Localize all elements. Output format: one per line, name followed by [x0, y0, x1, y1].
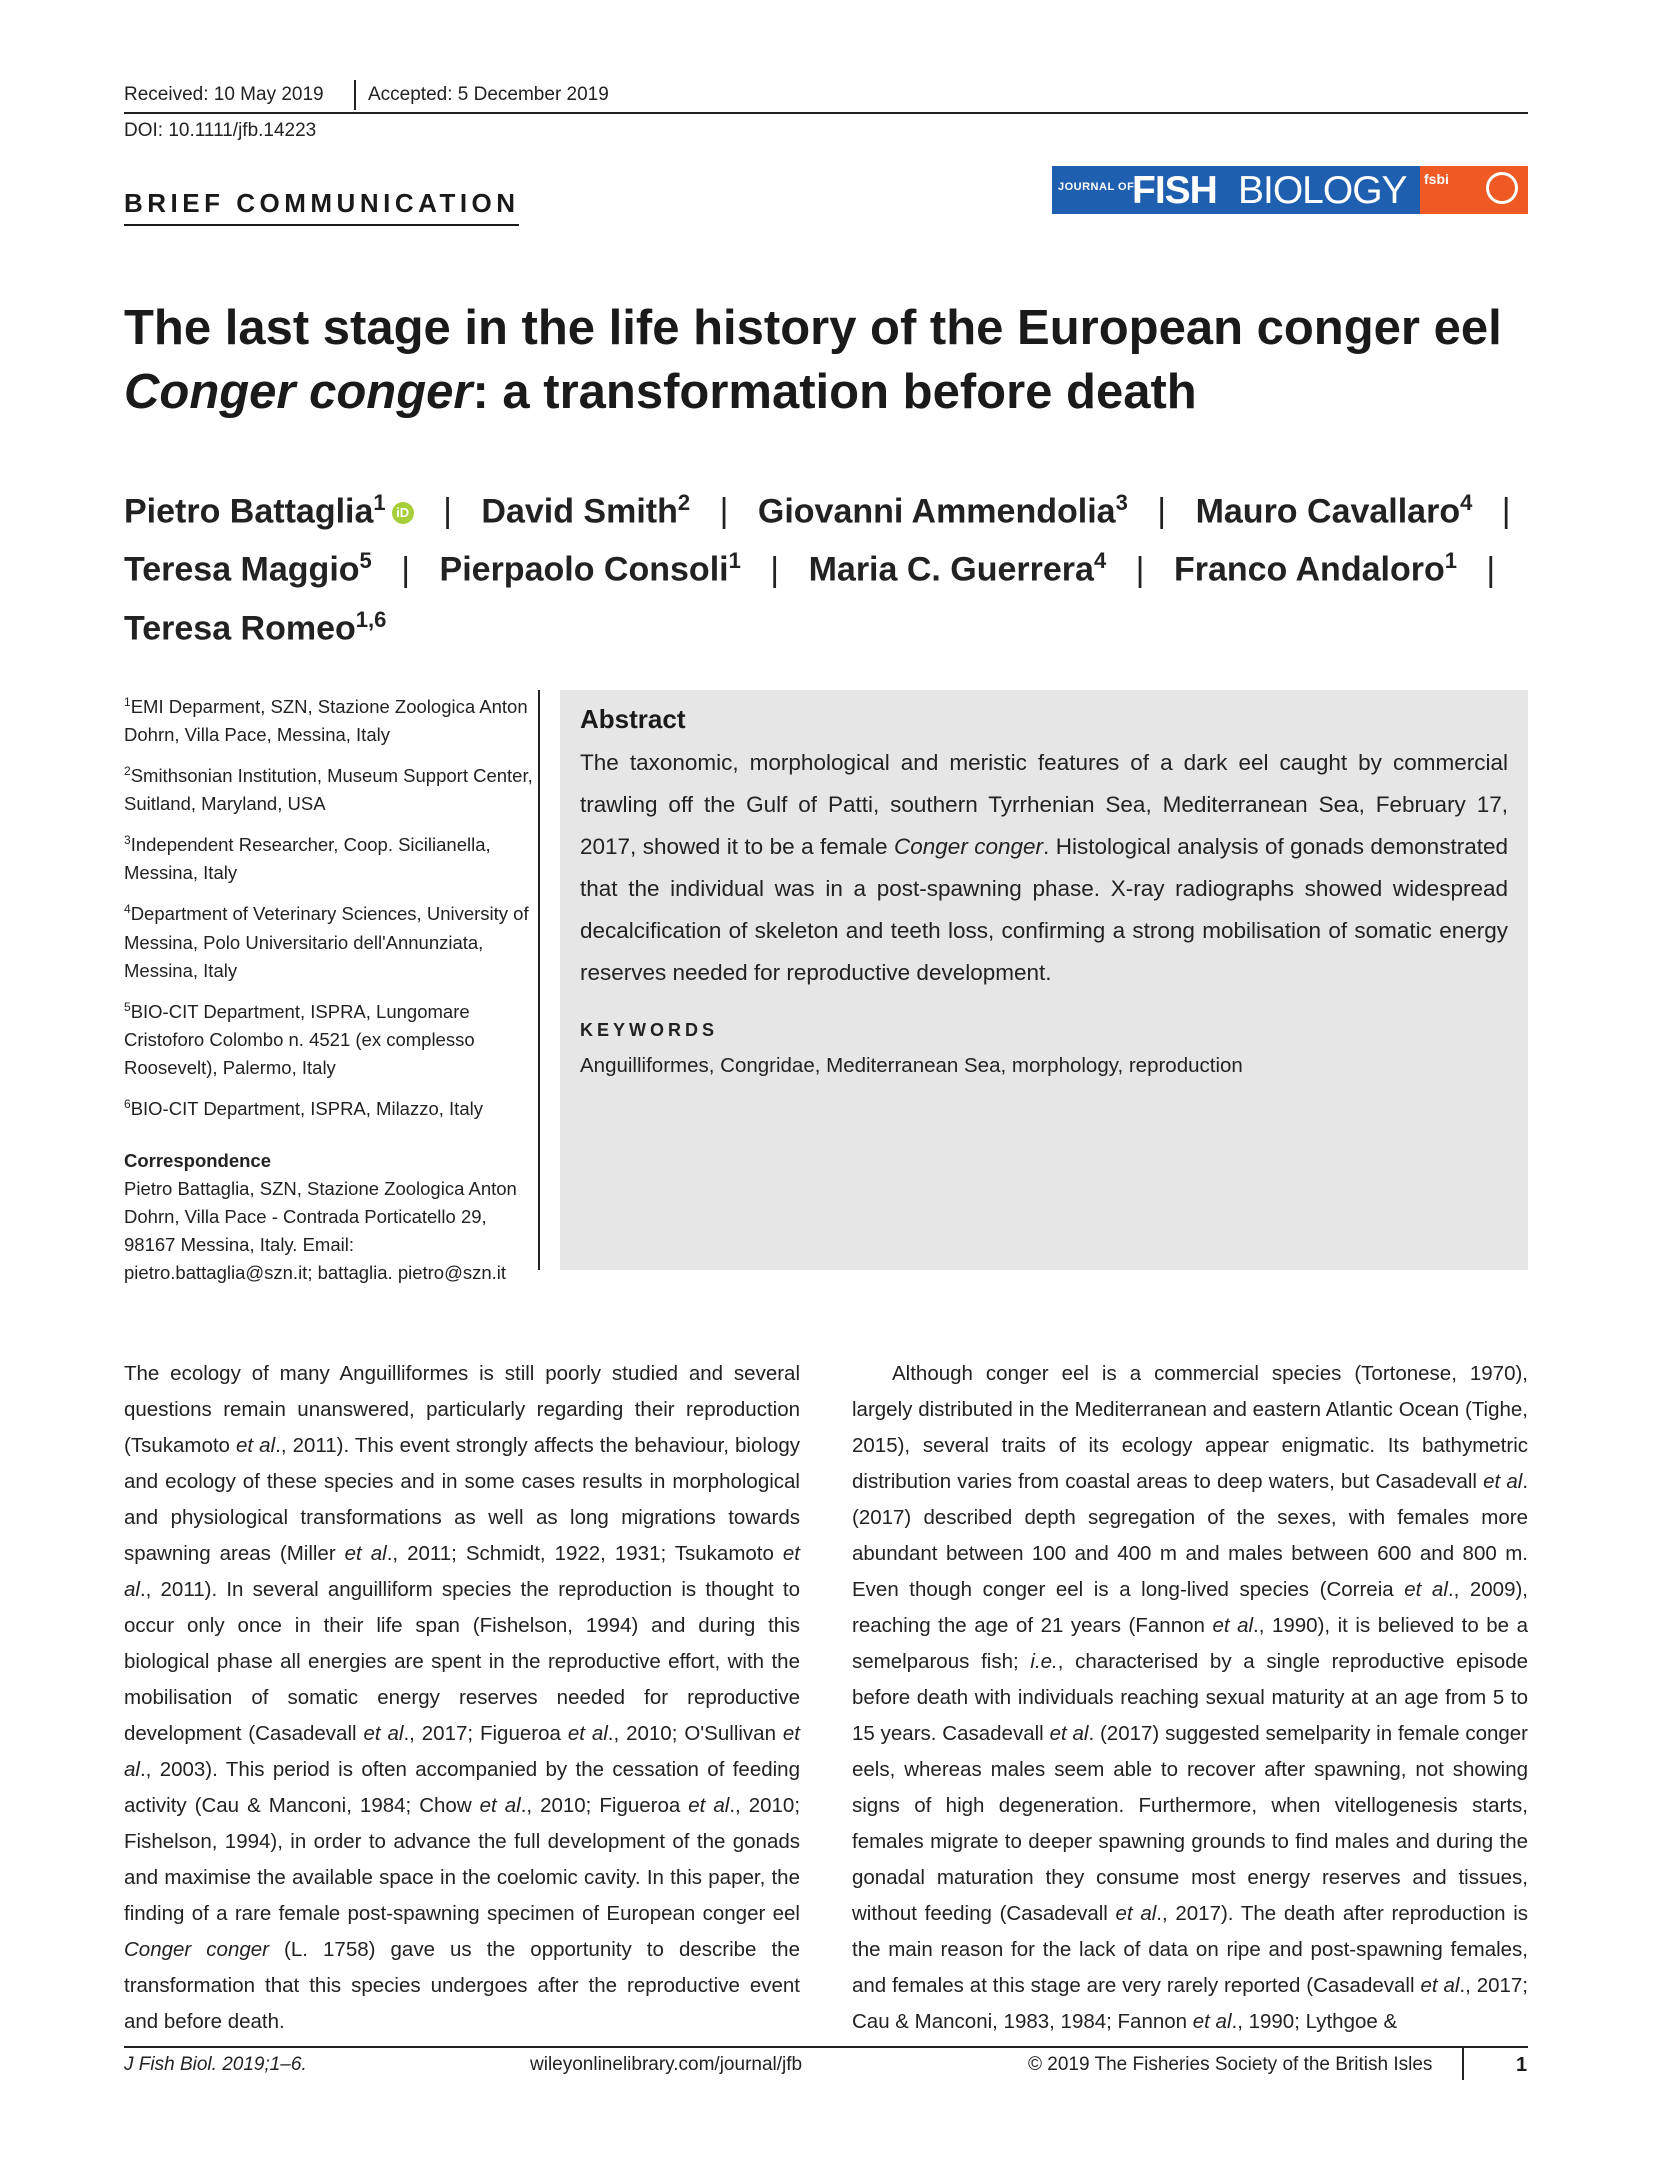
- author-separator: |: [719, 492, 729, 531]
- correspondence-heading: Correspondence: [124, 1149, 272, 1171]
- doi-link[interactable]: DOI: 10.1111/jfb.14223: [124, 120, 317, 141]
- affiliation-text: BIO-CIT Department, ISPRA, Milazzo, Italy: [130, 1097, 483, 1119]
- body-text: . (2017) suggested semelparity in female conger eels, whereas males seem able to recover after spawning, not showing signs of high degeneration. Furthermore, when vitellogenesis starts, females migrate to deeper spawning grounds to find males and during the gonadal maturation they consume most energy reserves and tissues, without feeding (Casadevall: [852, 1722, 1528, 1925]
- affiliation: [124, 757, 534, 818]
- author-row-3: [124, 595, 1528, 653]
- author-separator: |: [1157, 492, 1167, 531]
- body-text: ., 2009), reaching the age of 21 years (Fannon: [852, 1578, 1528, 1637]
- body-italic-text: et al: [124, 1542, 801, 1601]
- article-dates: [124, 80, 1528, 112]
- section-label: BRIEF COMMUNICATION: [124, 188, 520, 218]
- body-text: ., 2017). The death after reproduction is the main reason for the lack of data on ripe and post-spawning females, and females at this stage are very rarely reported (Casadevall: [852, 1902, 1529, 1997]
- author-name[interactable]: Franco Andaloro: [1173, 550, 1445, 589]
- author-affiliation-number: 1: [373, 490, 386, 515]
- affiliation-number: 1: [124, 695, 131, 709]
- affiliations: [124, 688, 534, 1287]
- affiliation: [124, 895, 534, 984]
- footer-url[interactable]: wileyonlinelibrary.com/journal/jfb: [530, 2054, 803, 2075]
- author-row-2: [124, 536, 1528, 594]
- affiliation-number: 4: [124, 902, 131, 917]
- affiliation: [124, 1090, 534, 1123]
- abstract-text: [580, 742, 1508, 994]
- author-name[interactable]: Giovanni Ammendolia: [757, 492, 1116, 531]
- logo-biology: BIOLOGY: [1238, 169, 1407, 212]
- author-affiliation-number: 4: [1460, 490, 1473, 515]
- journal-logo[interactable]: [1052, 166, 1528, 214]
- author-separator: |: [443, 492, 452, 531]
- keywords-heading: KEYWORDS: [580, 1020, 719, 1040]
- author-affiliation-number: 2: [677, 490, 691, 515]
- body-italic-text: et al: [124, 1722, 801, 1781]
- affiliation-text: Smithsonian Institution, Museum Support Center, Suitland, Maryland, USA: [124, 765, 533, 815]
- author-separator: |: [1486, 550, 1496, 589]
- body-text: The ecology of many Anguilliformes is still poorly studied and several questions remain unanswered, particularly regarding their reproduction (Tsukamoto: [124, 1362, 800, 1457]
- body-text: ., 2017; Cau & Manconi, 1983, 1984; Fannon: [852, 1974, 1529, 2033]
- body-italic-text: et al: [236, 1434, 276, 1457]
- body-italic-text: et al: [363, 1722, 404, 1745]
- header-rule: [124, 112, 1528, 114]
- affiliation-text: EMI Deparment, SZN, Stazione Zoologica Anton Dohrn, Villa Pace, Messina, Italy: [124, 696, 528, 746]
- author-separator: |: [770, 550, 780, 589]
- footer-separator: [1462, 2046, 1464, 2080]
- abstract-heading: Abstract: [580, 704, 686, 734]
- author-separator: |: [401, 550, 411, 589]
- abstract-part: The taxonomic, morphological and meristic features of a dark eel caught by commercial trawling off the Gulf of Patti, southern Tyrrhenian Sea, Mediterranean Sea, February 17, 2017, showed it to be a female: [580, 750, 1508, 859]
- body-italic-text: et al: [688, 1794, 730, 1817]
- title-rest: : a transformation before death: [472, 365, 1197, 419]
- author-name[interactable]: David Smith: [481, 492, 678, 531]
- affiliation-number: 3: [124, 833, 131, 848]
- author-name[interactable]: Pierpaolo Consoli: [439, 550, 729, 589]
- orcid-icon[interactable]: iD: [392, 502, 414, 524]
- footer-citation: J Fish Biol. 2019;1–6.: [124, 2054, 307, 2075]
- author-name[interactable]: Teresa Romeo: [124, 608, 356, 647]
- body-text: . (2017) described depth segregation of the sexes, with females more abundant between 100 and 400 m and males between 600 and 800 m. Even though conger eel is a long-lived species (Correia: [852, 1470, 1529, 1601]
- affiliation: [124, 688, 534, 749]
- affiliation-text: Department of Veterinary Sciences, University of Messina, Polo Universitario dell'Annunziata, Messina, Italy: [124, 903, 529, 981]
- affiliation: [124, 826, 534, 887]
- received-date: Received: 10 May 2019: [124, 84, 324, 105]
- footer-copyright: © 2019 The Fisheries Society of the British Isles: [1028, 2054, 1433, 2075]
- author-affiliation-number: 5: [359, 548, 372, 574]
- body-column-right: [852, 1356, 1528, 2040]
- body-text: Although conger eel is a commercial species (Tortonese, 1970), largely distributed in the Mediterranean and eastern Atlantic Ocean (Tighe, 2015), several traits of its ecology appear enigmatic. Its bathymetric distribution varies from coastal areas to deep waters, but Casadevall: [852, 1362, 1528, 1493]
- author-list: [124, 478, 1528, 653]
- date-separator: [354, 80, 356, 110]
- author-separator: |: [1135, 550, 1145, 589]
- column-divider: [538, 690, 540, 1270]
- author-affiliation-number: 1,6: [355, 606, 387, 632]
- author-separator: |: [1501, 492, 1511, 531]
- body-text: ., 2011; Schmidt, 1922, 1931; Tsukamoto: [386, 1542, 783, 1565]
- body-italic-text: et al: [344, 1542, 387, 1565]
- body-italic-text: et al: [1483, 1470, 1523, 1493]
- abstract-part: . Histological analysis of gonads demonstrated that the individual was in a post-spawning phase. X-ray radiographs showed widespread decalcification of skeleton and teeth loss, confirming a strong mobilisation of somatic energy reserves needed for reproductive development.: [580, 834, 1508, 985]
- body-italic-text: et al: [1192, 2010, 1232, 2033]
- body-italic-text: et al: [1212, 1614, 1254, 1637]
- section-underline: [124, 224, 519, 226]
- body-text: ., 2003). This period is often accompanied by the cessation of feeding activity (Cau & Manconi, 1984; Chow: [124, 1758, 800, 1817]
- affiliation-number: 2: [124, 764, 131, 779]
- footer-rule: [124, 2046, 1528, 2048]
- title-species: Conger conger: [124, 365, 473, 419]
- body-text: ., 2010; Figueroa: [520, 1794, 689, 1817]
- body-italic-text: et al: [1115, 1902, 1157, 1925]
- body-text: ., 2017; Figueroa: [403, 1722, 568, 1745]
- body-text: ., 2011). This event strongly affects the behaviour, biology and ecology of these species and in some cases results in morphological and physiological transformations as well as long migrations towards spawning areas (Miller: [124, 1434, 800, 1565]
- affiliation-text: Independent Researcher, Coop. Sicilianella, Messina, Italy: [124, 834, 491, 884]
- accepted-date: Accepted: 5 December 2019: [368, 84, 609, 105]
- affiliation-number: 6: [124, 1096, 131, 1111]
- article-title: [124, 296, 1528, 424]
- title-line-2: [124, 360, 1528, 424]
- fsbi-badge: [1420, 166, 1528, 214]
- fsbi-emblem-icon: [1486, 172, 1518, 204]
- author-name[interactable]: Mauro Cavallaro: [1195, 492, 1461, 531]
- author-row-1: [124, 478, 1528, 536]
- body-text: ., 2010; Fishelson, 1994), in order to advance the full development of the gonads and maximise the available space in the coelomic cavity. In this paper, the finding of a rare female post-spawning specimen of European conger eel: [124, 1794, 801, 1925]
- affiliation: [124, 993, 534, 1082]
- abstract-species: Conger conger: [894, 834, 1044, 859]
- fsbi-text: fsbi: [1424, 171, 1449, 187]
- keywords: Anguilliformes, Congridae, Mediterranean Sea, morphology, reproduction: [580, 1054, 1243, 1077]
- author-name[interactable]: Teresa Maggio: [124, 550, 360, 589]
- author-affiliation-number: 3: [1115, 490, 1128, 515]
- affiliation-text: BIO-CIT Department, ISPRA, Lungomare Cristoforo Colombo n. 4521 (ex complesso Roosevelt), Palermo, Italy: [124, 1000, 475, 1078]
- body-text: , characterised by a single reproductive episode before death with individuals reaching sexual maturity at an age from 5 to 15 years. Casadevall: [852, 1650, 1528, 1745]
- correspondence-text[interactable]: Pietro Battaglia, SZN, Stazione Zoologica Anton Dohrn, Villa Pace - Contrada Porticatello 29, 98167 Messina, Italy. Email: pietro.battaglia@szn.it; battaglia. pietro@szn.it: [124, 1177, 517, 1283]
- body-text: ., 1990; Lythgoe &: [1231, 2010, 1398, 2033]
- logo-journal-of: JOURNAL OF: [1058, 181, 1135, 193]
- body-italic-text: i.e.: [1030, 1650, 1058, 1673]
- author-affiliation-number: 1: [1444, 548, 1457, 574]
- title-line-1: The last stage in the life history of the European conger eel: [124, 301, 1502, 355]
- body-text: ., 2011). In several anguilliform species the reproduction is thought to occur only once in their life span (Fishelson, 1994) and during this biological phase all energies are spent in the reproductive effort, with the mobilisation of somatic energy reserves needed for reproductive development (Casadevall: [124, 1578, 800, 1745]
- body-text: ., 2010; O'Sullivan: [607, 1722, 783, 1745]
- body-italic-text: Conger conger: [124, 1938, 269, 1961]
- affiliation-number: 5: [124, 999, 131, 1014]
- body-italic-text: et al: [1049, 1722, 1089, 1745]
- abstract-box: [560, 690, 1528, 1270]
- page-number: 1: [1516, 2054, 1528, 2076]
- logo-fish: FISH: [1132, 169, 1217, 212]
- body-italic-text: et al: [1404, 1578, 1448, 1601]
- author-affiliation-number: 4: [1093, 548, 1107, 574]
- author-affiliation-number: 1: [728, 548, 741, 574]
- body-column-left: [124, 1356, 800, 2040]
- body-text: ., 1990), it is believed to be a semelparous fish;: [852, 1614, 1529, 1673]
- body-italic-text: et al: [567, 1722, 608, 1745]
- body-italic-text: et al: [479, 1794, 521, 1817]
- body-italic-text: et al: [1420, 1974, 1460, 1997]
- body-text: (L. 1758) gave us the opportunity to describe the transformation that this species undergoes after the reproductive event and before death.: [124, 1938, 800, 2033]
- author-name[interactable]: Maria C. Guerrera: [808, 550, 1094, 589]
- author-name[interactable]: Pietro Battaglia: [124, 492, 374, 531]
